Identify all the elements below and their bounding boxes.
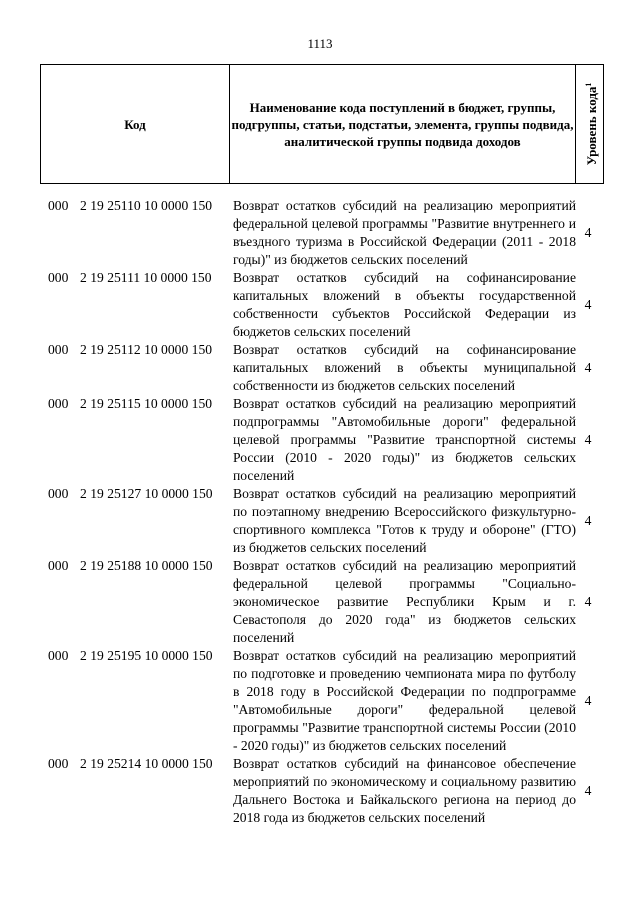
- table-row: [40, 557, 600, 647]
- revenue-description: Возврат остатков субсидий на софинансирование капитальных вложений в объекты государственной собственности субъектов Российской Федерации из бюджетов сельских поселений: [233, 270, 576, 339]
- code-level: 4: [584, 693, 592, 708]
- revenue-code: 2 19 25188 10 0000 150: [80, 558, 213, 573]
- page-number: 1113: [307, 36, 333, 51]
- name-column-header: Наименование кода поступлений в бюджет, группы, подгруппы, статьи, подстатьи, элемента, группы подвида, аналитической группы подвида доходов: [230, 65, 576, 184]
- code-level: 4: [584, 297, 592, 312]
- admin-code: 000: [48, 198, 69, 213]
- table-row: [40, 647, 600, 755]
- revenue-description: Возврат остатков субсидий на реализацию мероприятий федеральной целевой программы "Развитие внутреннего и въездного туризма в Российской Федерации (2011 - 2018 годы)" из бюджетов сельских поселений: [233, 198, 576, 267]
- code-level: 4: [584, 594, 592, 609]
- admin-code: 000: [48, 270, 69, 285]
- code-level: 4: [584, 225, 592, 240]
- revenue-description: Возврат остатков субсидий на реализацию мероприятий подпрограммы "Автомобильные дороги" федеральной целевой программы "Развитие транспортной системы России (2010 - 2020 годы)" из бюджетов сельских поселений: [233, 396, 576, 483]
- table-body: [40, 197, 600, 827]
- admin-code: 000: [48, 648, 69, 663]
- table-header: [40, 64, 604, 184]
- revenue-code: 2 19 25110 10 0000 150: [80, 198, 213, 213]
- admin-code: 000: [48, 396, 69, 411]
- admin-code: 000: [48, 756, 69, 771]
- code-column-header: Код: [41, 65, 230, 184]
- revenue-code: 2 19 25111 10 0000 150: [80, 270, 212, 285]
- level-label: Уровень кода: [583, 86, 599, 166]
- table-row: [40, 755, 600, 827]
- revenue-code: 2 19 25214 10 0000 150: [80, 756, 213, 771]
- admin-code: 000: [48, 486, 69, 501]
- admin-code: 000: [48, 342, 69, 357]
- table-row: [40, 395, 600, 485]
- level-header-text: [579, 83, 599, 166]
- table-row: [40, 485, 600, 557]
- revenue-description: Возврат остатков субсидий на финансовое обеспечение мероприятий по экономическому и социальному развитию Дальнего Востока и Байкальского региона на период до 2018 года из бюджетов сельских поселений: [233, 756, 576, 825]
- level-footnote-mark: 1: [583, 82, 593, 87]
- table-row: [40, 197, 600, 269]
- code-level: 4: [584, 432, 592, 447]
- revenue-description: Возврат остатков субсидий на софинансирование капитальных вложений в объекты муниципальной собственности из бюджетов сельских поселений: [233, 342, 576, 393]
- revenue-code: 2 19 25195 10 0000 150: [80, 648, 213, 663]
- revenue-description: Возврат остатков субсидий на реализацию мероприятий по подготовке и проведению чемпионата мира по футболу в 2018 году в Российской Федерации по подпрограмме "Автомобильные дороги" федеральной целевой программы "Развитие транспортной системы России (2010 - 2020 годы)" из бюджетов сельских поселений: [233, 648, 576, 753]
- code-level: 4: [584, 360, 592, 375]
- revenue-code: 2 19 25112 10 0000 150: [80, 342, 213, 357]
- revenue-description: Возврат остатков субсидий на реализацию мероприятий федеральной целевой программы "Социально-экономическое развитие Республики Крым и г. Севастополя до 2020 года" из бюджетов сельских поселений: [233, 558, 576, 645]
- code-level: 4: [584, 783, 592, 798]
- admin-code: 000: [48, 558, 69, 573]
- level-column-header: [576, 65, 604, 184]
- table-row: [40, 341, 600, 395]
- table-row: [40, 269, 600, 341]
- revenue-code: 2 19 25115 10 0000 150: [80, 396, 213, 411]
- code-level: 4: [584, 513, 592, 528]
- revenue-description: Возврат остатков субсидий на реализацию мероприятий по поэтапному внедрению Всероссийского физкультурно-спортивного комплекса "Готов к труду и обороне" (ГТО) из бюджетов сельских поселений: [233, 486, 576, 555]
- revenue-code: 2 19 25127 10 0000 150: [80, 486, 213, 501]
